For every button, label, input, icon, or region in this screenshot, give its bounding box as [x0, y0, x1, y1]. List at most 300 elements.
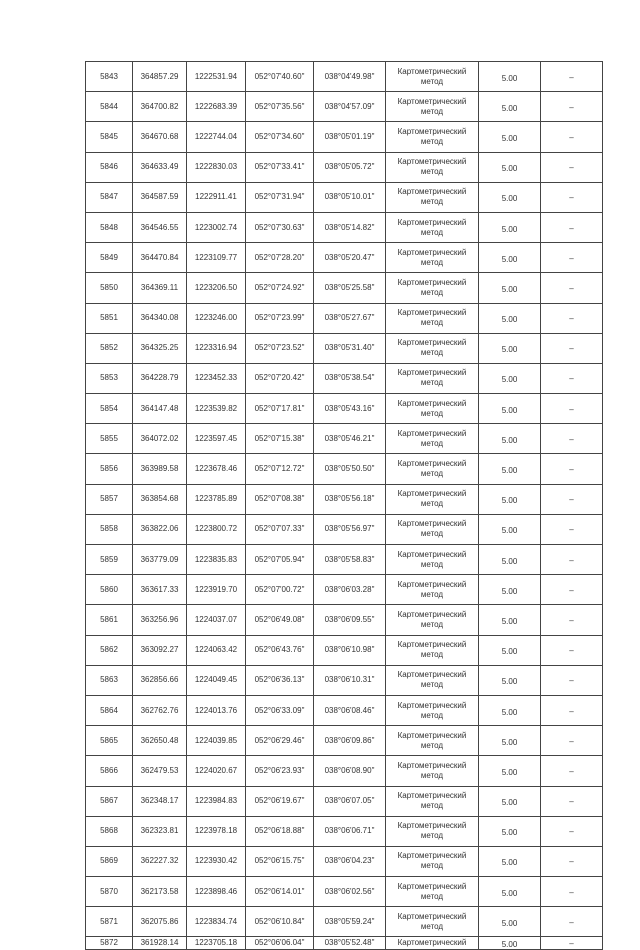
- method-line-1: Картометрический: [397, 338, 467, 348]
- x-coordinate-cell: 364072.02: [133, 424, 187, 454]
- longitude-cell: 038°06'04.23": [314, 846, 386, 876]
- method-line-1: Картометрический: [397, 459, 467, 469]
- method-line-2: метод: [420, 650, 444, 660]
- method-line-2: метод: [420, 921, 444, 931]
- note-cell: –: [541, 937, 603, 950]
- latitude-cell: 052°06'36.13": [246, 665, 314, 695]
- latitude-cell: 052°07'33.41": [246, 152, 314, 182]
- method-cell: [386, 726, 479, 756]
- accuracy-cell: 5.00: [479, 333, 541, 363]
- x-coordinate-cell: 362479.53: [133, 756, 187, 786]
- method-line-1: Картометрический: [397, 157, 467, 167]
- method-cell: [386, 62, 479, 92]
- point-number-cell: 5863: [86, 665, 133, 695]
- note-cell: –: [541, 816, 603, 846]
- note-cell: –: [541, 484, 603, 514]
- method-line-2: метод: [420, 831, 444, 841]
- accuracy-cell: 5.00: [479, 363, 541, 393]
- method-line-2: метод: [420, 529, 444, 539]
- longitude-cell: 038°06'06.71": [314, 816, 386, 846]
- longitude-cell: 038°05'27.67": [314, 303, 386, 333]
- method-line-1: Картометрический: [397, 640, 467, 650]
- accuracy-cell: 5.00: [479, 605, 541, 635]
- table-row: [86, 152, 603, 182]
- note-cell: –: [541, 152, 603, 182]
- latitude-cell: 052°06'43.76": [246, 635, 314, 665]
- note-cell: –: [541, 92, 603, 122]
- y-coordinate-cell: 1223930.42: [187, 846, 246, 876]
- accuracy-cell: 5.00: [479, 907, 541, 937]
- accuracy-cell: 5.00: [479, 152, 541, 182]
- method-line-2: метод: [420, 318, 444, 328]
- method-line-1: Картометрический: [397, 489, 467, 499]
- latitude-cell: 052°07'34.60": [246, 122, 314, 152]
- accuracy-cell: 5.00: [479, 212, 541, 242]
- point-number-cell: 5869: [86, 846, 133, 876]
- accuracy-cell: 5.00: [479, 424, 541, 454]
- method-cell: [386, 846, 479, 876]
- y-coordinate-cell: 1224063.42: [187, 635, 246, 665]
- method-cell: [386, 424, 479, 454]
- latitude-cell: 052°07'12.72": [246, 454, 314, 484]
- x-coordinate-cell: 364633.49: [133, 152, 187, 182]
- table-row: [86, 394, 603, 424]
- note-cell: –: [541, 212, 603, 242]
- method-line-2: метод: [420, 438, 444, 448]
- y-coordinate-cell: 1222531.94: [187, 62, 246, 92]
- x-coordinate-cell: 361928.14: [133, 937, 187, 950]
- point-number-cell: 5860: [86, 575, 133, 605]
- y-coordinate-cell: 1223800.72: [187, 514, 246, 544]
- accuracy-cell: 5.00: [479, 182, 541, 212]
- method-line-1: Картометрический: [397, 428, 467, 438]
- latitude-cell: 052°07'08.38": [246, 484, 314, 514]
- note-cell: –: [541, 182, 603, 212]
- accuracy-cell: 5.00: [479, 635, 541, 665]
- point-number-cell: 5858: [86, 514, 133, 544]
- y-coordinate-cell: 1224013.76: [187, 695, 246, 725]
- x-coordinate-cell: 364340.08: [133, 303, 187, 333]
- latitude-cell: 052°06'33.09": [246, 695, 314, 725]
- table-row: [86, 303, 603, 333]
- table-row: [86, 545, 603, 575]
- x-coordinate-cell: 362348.17: [133, 786, 187, 816]
- x-coordinate-cell: 364325.25: [133, 333, 187, 363]
- longitude-cell: 038°05'50.50": [314, 454, 386, 484]
- note-cell: –: [541, 62, 603, 92]
- table-row: [86, 846, 603, 876]
- table-row: [86, 756, 603, 786]
- note-cell: –: [541, 846, 603, 876]
- method-line-1: Картометрический: [397, 730, 467, 740]
- method-line-1: Картометрический: [397, 821, 467, 831]
- point-number-cell: 5846: [86, 152, 133, 182]
- method-cell: [386, 394, 479, 424]
- x-coordinate-cell: 363854.68: [133, 484, 187, 514]
- method-line-2: метод: [420, 287, 444, 297]
- note-cell: –: [541, 122, 603, 152]
- point-number-cell: 5853: [86, 363, 133, 393]
- method-line-2: метод: [420, 710, 444, 720]
- y-coordinate-cell: 1224049.45: [187, 665, 246, 695]
- latitude-cell: 052°06'29.46": [246, 726, 314, 756]
- note-cell: –: [541, 273, 603, 303]
- note-cell: –: [541, 726, 603, 756]
- table-row: [86, 212, 603, 242]
- method-line-2: метод: [420, 408, 444, 418]
- point-number-cell: 5866: [86, 756, 133, 786]
- point-number-cell: 5854: [86, 394, 133, 424]
- x-coordinate-cell: 362856.66: [133, 665, 187, 695]
- method-cell: [386, 665, 479, 695]
- coordinates-table: [85, 61, 603, 950]
- x-coordinate-cell: 363779.09: [133, 545, 187, 575]
- table-row: [86, 635, 603, 665]
- method-line-2: метод: [420, 76, 444, 86]
- x-coordinate-cell: 364546.55: [133, 212, 187, 242]
- method-cell: [386, 243, 479, 273]
- method-line-2: метод: [420, 197, 444, 207]
- table-row: [86, 454, 603, 484]
- table-row: [86, 333, 603, 363]
- method-cell: [386, 635, 479, 665]
- accuracy-cell: 5.00: [479, 394, 541, 424]
- y-coordinate-cell: 1223984.83: [187, 786, 246, 816]
- longitude-cell: 038°04'49.98": [314, 62, 386, 92]
- latitude-cell: 052°07'28.20": [246, 243, 314, 273]
- latitude-cell: 052°07'00.72": [246, 575, 314, 605]
- method-line-1: Картометрический: [397, 911, 467, 921]
- longitude-cell: 038°05'14.82": [314, 212, 386, 242]
- point-number-cell: 5849: [86, 243, 133, 273]
- point-number-cell: 5859: [86, 545, 133, 575]
- y-coordinate-cell: 1224037.07: [187, 605, 246, 635]
- method-cell: [386, 756, 479, 786]
- method-line-2: метод: [420, 619, 444, 629]
- longitude-cell: 038°05'05.72": [314, 152, 386, 182]
- method-cell: [386, 786, 479, 816]
- accuracy-cell: 5.00: [479, 514, 541, 544]
- longitude-cell: 038°05'56.18": [314, 484, 386, 514]
- y-coordinate-cell: 1222683.39: [187, 92, 246, 122]
- note-cell: –: [541, 303, 603, 333]
- x-coordinate-cell: 362762.76: [133, 695, 187, 725]
- longitude-cell: 038°06'02.56": [314, 877, 386, 907]
- y-coordinate-cell: 1223705.18: [187, 937, 246, 950]
- method-line-1: Картометрический: [397, 579, 467, 589]
- point-number-cell: 5847: [86, 182, 133, 212]
- method-cell: [386, 92, 479, 122]
- point-number-cell: 5870: [86, 877, 133, 907]
- method-cell: [386, 877, 479, 907]
- longitude-cell: 038°06'09.55": [314, 605, 386, 635]
- point-number-cell: 5848: [86, 212, 133, 242]
- point-number-cell: 5872: [86, 937, 133, 950]
- method-line-2: метод: [420, 499, 444, 509]
- method-line-1: Картометрический: [397, 519, 467, 529]
- method-line-2: метод: [420, 770, 444, 780]
- point-number-cell: 5844: [86, 92, 133, 122]
- table-row: [86, 665, 603, 695]
- accuracy-cell: 5.00: [479, 545, 541, 575]
- method-line-2: метод: [420, 348, 444, 358]
- x-coordinate-cell: 362650.48: [133, 726, 187, 756]
- y-coordinate-cell: 1223597.45: [187, 424, 246, 454]
- note-cell: –: [541, 786, 603, 816]
- point-number-cell: 5843: [86, 62, 133, 92]
- x-coordinate-cell: 362323.81: [133, 816, 187, 846]
- longitude-cell: 038°05'01.19": [314, 122, 386, 152]
- accuracy-cell: 5.00: [479, 695, 541, 725]
- x-coordinate-cell: 362075.86: [133, 907, 187, 937]
- x-coordinate-cell: 363256.96: [133, 605, 187, 635]
- accuracy-cell: 5.00: [479, 454, 541, 484]
- table-row: [86, 816, 603, 846]
- method-line-1: Картометрический: [397, 938, 467, 948]
- method-cell: [386, 333, 479, 363]
- note-cell: –: [541, 333, 603, 363]
- method-cell: [386, 575, 479, 605]
- point-number-cell: 5865: [86, 726, 133, 756]
- longitude-cell: 038°05'10.01": [314, 182, 386, 212]
- x-coordinate-cell: 364470.84: [133, 243, 187, 273]
- accuracy-cell: 5.00: [479, 62, 541, 92]
- method-line-2: метод: [420, 861, 444, 871]
- table-row: [86, 937, 603, 950]
- latitude-cell: 052°07'40.60": [246, 62, 314, 92]
- table-row: [86, 182, 603, 212]
- longitude-cell: 038°05'58.83": [314, 545, 386, 575]
- method-line-2: метод: [420, 559, 444, 569]
- method-line-1: Картометрический: [397, 549, 467, 559]
- x-coordinate-cell: 364670.68: [133, 122, 187, 152]
- method-cell: [386, 816, 479, 846]
- longitude-cell: 038°06'10.98": [314, 635, 386, 665]
- table-row: [86, 786, 603, 816]
- table-row: [86, 514, 603, 544]
- longitude-cell: 038°06'03.28": [314, 575, 386, 605]
- y-coordinate-cell: 1222911.41: [187, 182, 246, 212]
- accuracy-cell: 5.00: [479, 877, 541, 907]
- longitude-cell: 038°05'59.24": [314, 907, 386, 937]
- method-line-1: Картометрический: [397, 277, 467, 287]
- note-cell: –: [541, 665, 603, 695]
- accuracy-cell: 5.00: [479, 756, 541, 786]
- point-number-cell: 5851: [86, 303, 133, 333]
- x-coordinate-cell: 364147.48: [133, 394, 187, 424]
- method-cell: [386, 273, 479, 303]
- table-row: [86, 695, 603, 725]
- note-cell: –: [541, 877, 603, 907]
- latitude-cell: 052°07'20.42": [246, 363, 314, 393]
- longitude-cell: 038°05'56.97": [314, 514, 386, 544]
- x-coordinate-cell: 364700.82: [133, 92, 187, 122]
- table-row: [86, 363, 603, 393]
- latitude-cell: 052°07'24.92": [246, 273, 314, 303]
- latitude-cell: 052°07'05.94": [246, 545, 314, 575]
- point-number-cell: 5864: [86, 695, 133, 725]
- longitude-cell: 038°06'09.86": [314, 726, 386, 756]
- note-cell: –: [541, 424, 603, 454]
- latitude-cell: 052°07'07.33": [246, 514, 314, 544]
- y-coordinate-cell: 1223785.89: [187, 484, 246, 514]
- method-cell: [386, 545, 479, 575]
- y-coordinate-cell: 1224020.67: [187, 756, 246, 786]
- method-line-1: Картометрический: [397, 217, 467, 227]
- method-line-1: Картометрический: [397, 66, 467, 76]
- method-cell: [386, 212, 479, 242]
- note-cell: –: [541, 575, 603, 605]
- note-cell: –: [541, 545, 603, 575]
- latitude-cell: 052°06'18.88": [246, 816, 314, 846]
- point-number-cell: 5868: [86, 816, 133, 846]
- y-coordinate-cell: 1223109.77: [187, 243, 246, 273]
- accuracy-cell: 5.00: [479, 243, 541, 273]
- longitude-cell: 038°05'43.16": [314, 394, 386, 424]
- y-coordinate-cell: 1223452.33: [187, 363, 246, 393]
- latitude-cell: 052°06'15.75": [246, 846, 314, 876]
- longitude-cell: 038°06'08.90": [314, 756, 386, 786]
- method-cell: [386, 454, 479, 484]
- accuracy-cell: 5.00: [479, 786, 541, 816]
- y-coordinate-cell: 1223316.94: [187, 333, 246, 363]
- method-line-2: метод: [420, 227, 444, 237]
- y-coordinate-cell: 1224039.85: [187, 726, 246, 756]
- method-cell: [386, 484, 479, 514]
- table-row: [86, 243, 603, 273]
- method-line-1: Картометрический: [397, 609, 467, 619]
- method-cell: [386, 122, 479, 152]
- method-cell: [386, 514, 479, 544]
- x-coordinate-cell: 364369.11: [133, 273, 187, 303]
- latitude-cell: 052°06'19.67": [246, 786, 314, 816]
- longitude-cell: 038°05'31.40": [314, 333, 386, 363]
- method-line-1: Картометрический: [397, 187, 467, 197]
- method-line-1: Картометрический: [397, 308, 467, 318]
- note-cell: –: [541, 635, 603, 665]
- table-row: [86, 575, 603, 605]
- point-number-cell: 5861: [86, 605, 133, 635]
- y-coordinate-cell: 1223539.82: [187, 394, 246, 424]
- y-coordinate-cell: 1223246.00: [187, 303, 246, 333]
- point-number-cell: 5845: [86, 122, 133, 152]
- method-line-2: метод: [420, 106, 444, 116]
- method-cell: [386, 695, 479, 725]
- method-line-1: Картометрический: [397, 851, 467, 861]
- latitude-cell: 052°06'10.84": [246, 907, 314, 937]
- method-cell: [386, 303, 479, 333]
- method-cell: [386, 937, 479, 950]
- table-row: [86, 907, 603, 937]
- method-line-2: метод: [420, 136, 444, 146]
- accuracy-cell: 5.00: [479, 846, 541, 876]
- x-coordinate-cell: 363092.27: [133, 635, 187, 665]
- method-line-1: Картометрический: [397, 670, 467, 680]
- method-cell: [386, 605, 479, 635]
- latitude-cell: 052°07'17.81": [246, 394, 314, 424]
- table-row: [86, 877, 603, 907]
- point-number-cell: 5852: [86, 333, 133, 363]
- x-coordinate-cell: 362227.32: [133, 846, 187, 876]
- method-line-1: Картометрический: [397, 126, 467, 136]
- longitude-cell: 038°05'38.54": [314, 363, 386, 393]
- y-coordinate-cell: 1223978.18: [187, 816, 246, 846]
- latitude-cell: 052°07'31.94": [246, 182, 314, 212]
- latitude-cell: 052°06'14.01": [246, 877, 314, 907]
- method-cell: [386, 182, 479, 212]
- method-line-1: Картометрический: [397, 760, 467, 770]
- longitude-cell: 038°05'20.47": [314, 243, 386, 273]
- method-line-2: метод: [420, 740, 444, 750]
- x-coordinate-cell: 363617.33: [133, 575, 187, 605]
- note-cell: –: [541, 695, 603, 725]
- y-coordinate-cell: 1222830.03: [187, 152, 246, 182]
- y-coordinate-cell: 1223835.83: [187, 545, 246, 575]
- table-row: [86, 726, 603, 756]
- method-line-2: метод: [420, 801, 444, 811]
- method-line-1: Картометрический: [397, 881, 467, 891]
- accuracy-cell: 5.00: [479, 303, 541, 333]
- longitude-cell: 038°06'10.31": [314, 665, 386, 695]
- latitude-cell: 052°06'06.04": [246, 937, 314, 950]
- method-line-2: метод: [420, 589, 444, 599]
- note-cell: –: [541, 605, 603, 635]
- longitude-cell: 038°06'07.05": [314, 786, 386, 816]
- latitude-cell: 052°07'23.99": [246, 303, 314, 333]
- y-coordinate-cell: 1223898.46: [187, 877, 246, 907]
- x-coordinate-cell: 363822.06: [133, 514, 187, 544]
- y-coordinate-cell: 1223919.70: [187, 575, 246, 605]
- x-coordinate-cell: 364587.59: [133, 182, 187, 212]
- point-number-cell: 5871: [86, 907, 133, 937]
- y-coordinate-cell: 1223206.50: [187, 273, 246, 303]
- accuracy-cell: 5.00: [479, 122, 541, 152]
- method-cell: [386, 907, 479, 937]
- longitude-cell: 038°05'25.58": [314, 273, 386, 303]
- latitude-cell: 052°06'23.93": [246, 756, 314, 786]
- note-cell: –: [541, 363, 603, 393]
- longitude-cell: 038°04'57.09": [314, 92, 386, 122]
- table-row: [86, 424, 603, 454]
- y-coordinate-cell: 1223678.46: [187, 454, 246, 484]
- note-cell: –: [541, 756, 603, 786]
- method-cell: [386, 152, 479, 182]
- table-body: [86, 62, 603, 950]
- accuracy-cell: 5.00: [479, 937, 541, 950]
- method-line-2: метод: [420, 378, 444, 388]
- method-line-2: метод: [420, 167, 444, 177]
- accuracy-cell: 5.00: [479, 484, 541, 514]
- accuracy-cell: 5.00: [479, 575, 541, 605]
- table-row: [86, 92, 603, 122]
- method-line-1: Картометрический: [397, 368, 467, 378]
- method-line-2: метод: [420, 680, 444, 690]
- method-cell: [386, 363, 479, 393]
- latitude-cell: 052°07'30.63": [246, 212, 314, 242]
- accuracy-cell: 5.00: [479, 273, 541, 303]
- point-number-cell: 5857: [86, 484, 133, 514]
- longitude-cell: 038°05'52.48": [314, 937, 386, 950]
- method-line-2: метод: [420, 891, 444, 901]
- table-row: [86, 273, 603, 303]
- table-row: [86, 484, 603, 514]
- x-coordinate-cell: 362173.58: [133, 877, 187, 907]
- x-coordinate-cell: 363989.58: [133, 454, 187, 484]
- x-coordinate-cell: 364228.79: [133, 363, 187, 393]
- latitude-cell: 052°07'35.56": [246, 92, 314, 122]
- longitude-cell: 038°05'46.21": [314, 424, 386, 454]
- accuracy-cell: 5.00: [479, 816, 541, 846]
